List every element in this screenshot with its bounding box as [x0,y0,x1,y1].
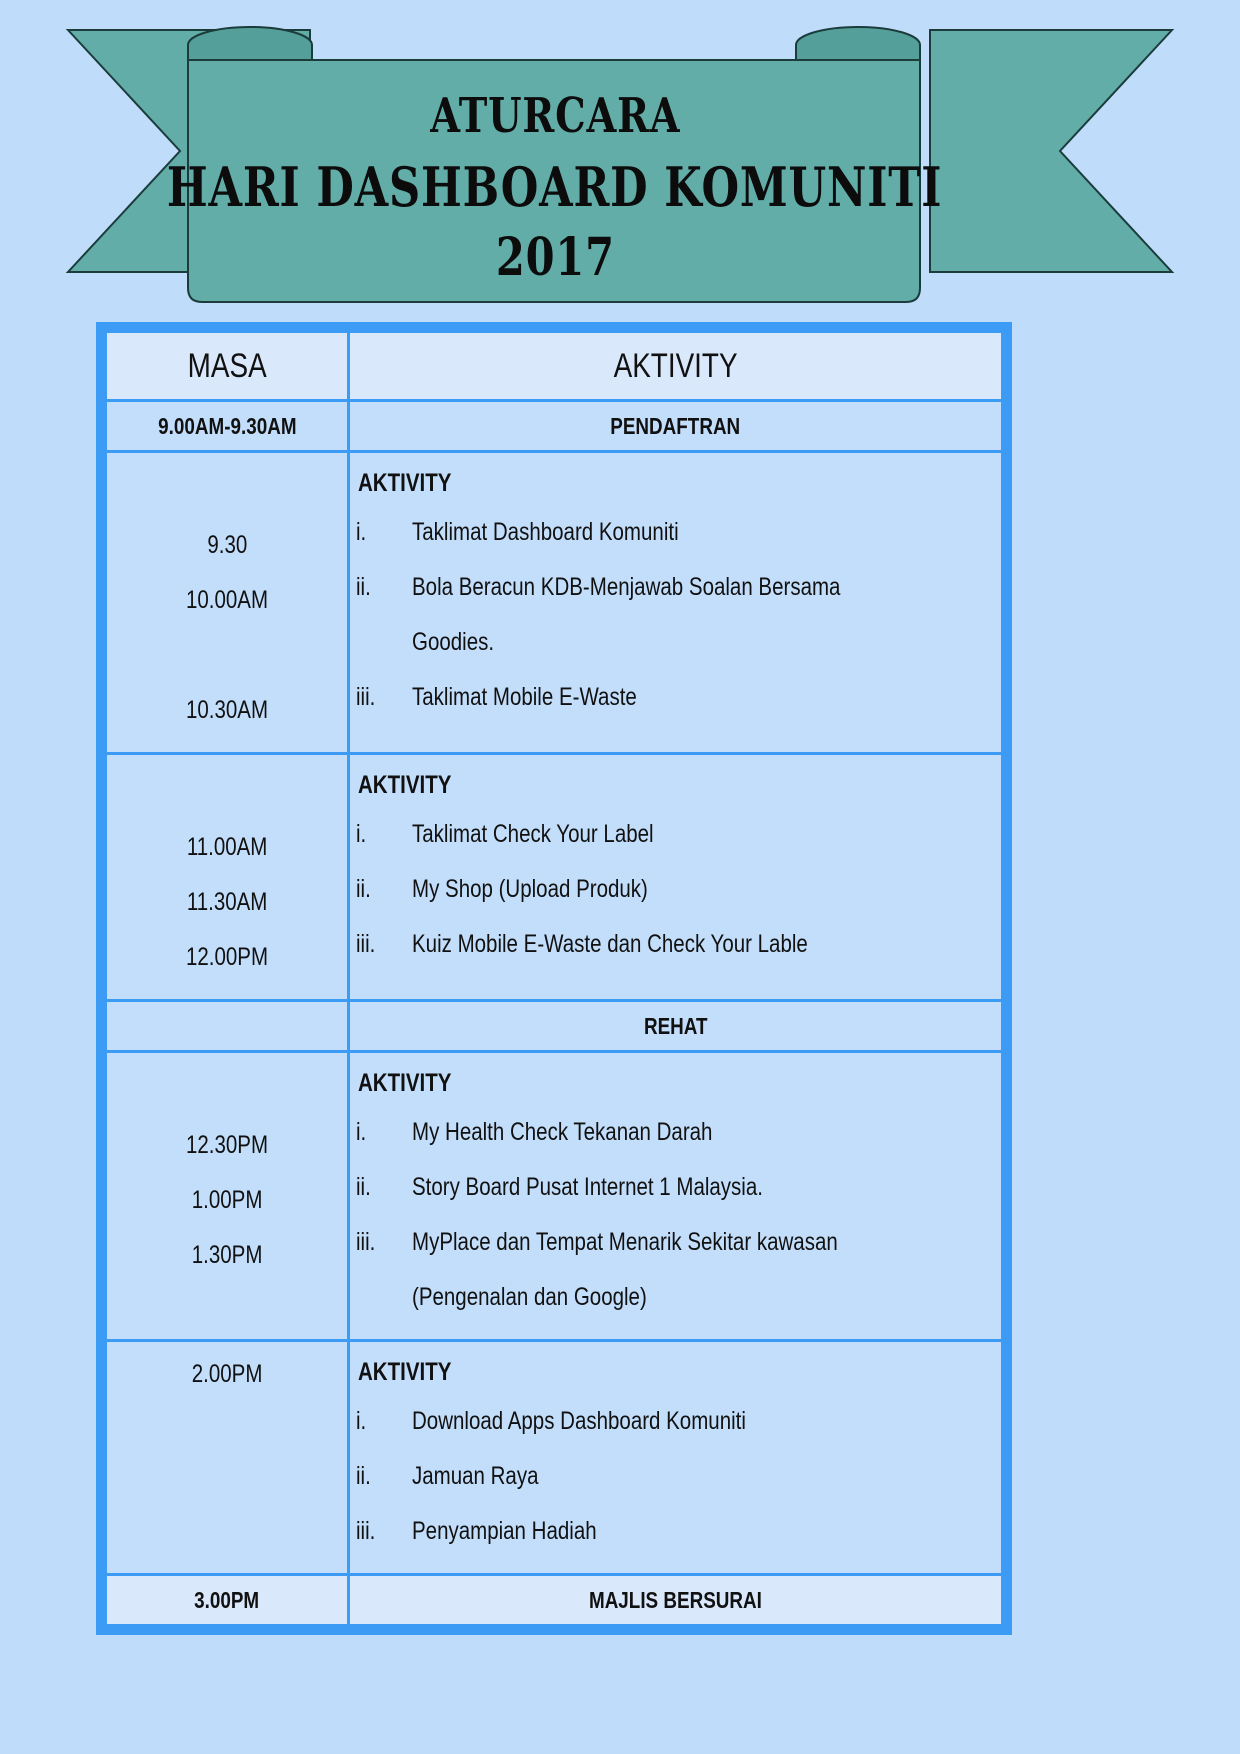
cell-times-block-2 [106,754,349,1001]
activity-item [356,1105,1001,1160]
activity-item [356,1160,1001,1215]
activity-item-number: ii. [356,1173,371,1201]
activity-item [356,862,1001,917]
activity-item-number: i. [356,1407,367,1435]
cell-time-majlis [106,1575,349,1626]
activity-item-number: iii. [356,1517,376,1545]
activity-item [356,1504,1001,1559]
activity-block-title: AKTIVITY [358,1069,452,1097]
activity-item [356,560,1001,615]
activity-block-title: AKTIVITY [358,469,452,497]
cell-times-block-3 [106,1052,349,1341]
header-label-masa: MASA [187,346,267,385]
time-slot-value: 1.30PM [191,1241,263,1269]
cell-activities-block-2 [349,754,1003,1001]
time-slot-value: 2.00PM [191,1360,263,1388]
cell-activities-block-1 [349,452,1003,754]
activity-item [356,1215,1001,1270]
header-cell-aktivity [349,332,1003,401]
activity-item-text: Download Apps Dashboard Komuniti [412,1407,746,1435]
cell-activity-pendaftran [349,401,1003,452]
time-slot-value: 9.30 [207,531,247,559]
activity-item-text: Taklimat Check Your Label [412,820,654,848]
banner-title-line-1: ATURCARA [429,88,681,144]
activity-item [356,807,1001,862]
header-label-aktivity: AKTIVITY [613,346,738,385]
activity-item-number: i. [356,820,367,848]
ribbon-body [188,60,920,302]
activity-value: PENDAFTRAN [610,412,741,439]
cell-times-block-1 [106,452,349,754]
schedule-table [104,330,1004,1627]
time-slot-value: 11.00AM [186,833,268,861]
activity-item-number: iii. [356,1228,376,1256]
table-row-block-2 [106,754,1003,1001]
table-row-block-3 [106,1052,1003,1341]
activity-item-text: Penyampian Hadiah [412,1517,597,1545]
activity-item-number: i. [356,518,367,546]
time-slot-value: 10.30AM [185,696,269,724]
time-slot-value: 11.30AM [186,888,268,916]
banner-title-line-2: HARI DASHBOARD KOMUNITI [167,155,943,219]
cell-times-block-4 [106,1341,349,1575]
activity-block-title: AKTIVITY [358,771,452,799]
activity-value: REHAT [643,1012,708,1039]
table-row-rehat [106,1001,1003,1052]
header-cell-masa [106,332,349,401]
time-value: 3.00PM [194,1586,260,1613]
activity-item-number: ii. [356,875,371,903]
activity-item-text: Taklimat Mobile E-Waste [412,683,637,711]
activity-item-number: iii. [356,683,376,711]
table-row-pendaftran [106,401,1003,452]
activity-block-title: AKTIVITY [358,1358,452,1386]
activity-item-text: My Shop (Upload Produk) [412,875,648,903]
ribbon-right-tail [930,30,1172,272]
cell-time-rehat [106,1001,349,1052]
activity-item-text: Kuiz Mobile E-Waste dan Check Your Lable [412,930,808,958]
activity-item [356,1394,1001,1449]
activity-item-text: Story Board Pusat Internet 1 Malaysia. [412,1173,763,1201]
ribbon-shape-svg [0,0,1240,320]
cell-time-pendaftran [106,401,349,452]
activity-item [356,917,1001,972]
table-row-block-4 [106,1341,1003,1575]
banner-title-line-3: 2017 [495,227,615,288]
cell-activity-rehat [349,1001,1003,1052]
ribbon-banner [0,0,1240,320]
activity-item [356,670,1001,725]
time-slot-value: 10.00AM [185,586,269,614]
cell-activities-block-4 [349,1341,1003,1575]
schedule-table-frame [96,322,1012,1635]
cell-activity-majlis [349,1575,1003,1626]
activity-value: MAJLIS BERSURAI [589,1586,762,1613]
table-row-block-1 [106,452,1003,754]
activity-item-text: MyPlace dan Tempat Menarik Sekitar kawasan [412,1228,838,1256]
activity-item [356,1449,1001,1504]
activity-item-number: iii. [356,930,376,958]
time-slot-value: 12.30PM [185,1131,269,1159]
table-header-row [106,332,1003,401]
time-value: 9.00AM-9.30AM [157,412,297,439]
activity-item-text: Jamuan Raya [412,1462,539,1490]
time-slot-value: 1.00PM [191,1186,263,1214]
activity-item-number: ii. [356,1462,371,1490]
activity-item-text: Bola Beracun KDB-Menjawab Soalan Bersama [412,573,841,601]
cell-activities-block-3 [349,1052,1003,1341]
activity-item-text: My Health Check Tekanan Darah [412,1118,713,1146]
time-slot-value: 12.00PM [185,943,269,971]
activity-item-continuation: (Pengenalan dan Google) [412,1283,647,1311]
activity-item-number: i. [356,1118,367,1146]
activity-item-text: Taklimat Dashboard Komuniti [412,518,679,546]
activity-item [356,505,1001,560]
activity-item-continuation: Goodies. [412,628,495,656]
table-row-majlis-bersurai [106,1575,1003,1626]
activity-item-number: ii. [356,573,371,601]
